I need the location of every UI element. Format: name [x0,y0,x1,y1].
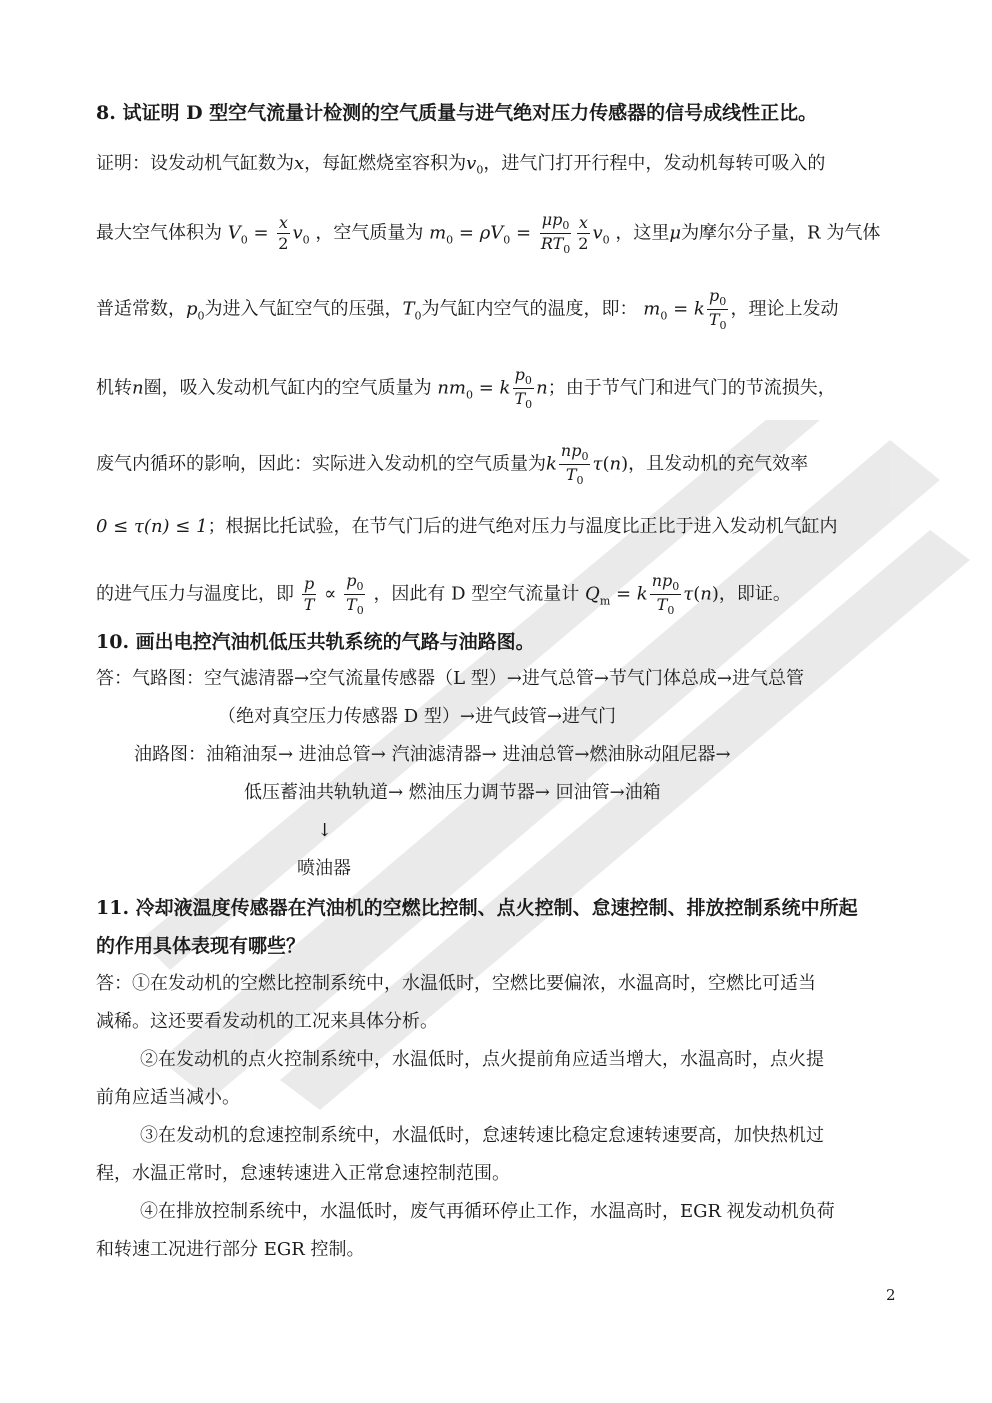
down-arrow: ↓ [317,820,333,841]
q11-answer-1: 答：①在发动机的空燃比控制系统中，水温低时，空燃比要偏浓，水温高时，空燃比可适当 [96,973,816,994]
air-path-line1: 答：气路图：空气滤清器→空气流量传感器（L 型）→进气总管→节气门体总成→进气总管 [96,668,804,689]
q8-para-line4: 机转n圈，吸入发动机气缸内的空气质量为 $nm_0 = k$ $\frac{p_0}{T_0}$ n；由于节气门和进气门的节流损失， [96,365,836,412]
q11-answer-2: ②在发动机的点火控制系统中，水温低时，点火提前角应适当增大，水温高时，点火提 [140,1049,824,1070]
q11-answer-2-cont: 前角应适当减小。 [96,1087,240,1108]
oil-path-injector: 喷油器 [297,858,351,879]
q8-para-line6: 0 ≤ τ(n) ≤ 1；根据比托试验，在节气门后的进气绝对压力与温度比正比于进入发动机气缸内 [96,516,838,537]
page-number: 2 [886,1286,896,1304]
q11-answer-3-cont: 程，水温正常时，怠速转速进入正常怠速控制范围。 [96,1163,510,1184]
q11-answer-4-cont: 和转速工况进行部分 EGR 控制。 [96,1239,365,1260]
q8-para-line5: 废气内循环的影响，因此：实际进入发动机的空气质量为k $\frac{np_0}{T_0}$ τ(n)，且发动机的充气效率 [96,441,809,488]
q11-answer-4: ④在排放控制系统中，水温低时，废气再循环停止工作，水温高时，EGR 视发动机负荷 [140,1201,835,1222]
q11-title-line2: 的作用具体表现有哪些？ [96,935,306,957]
q8-para-line2: 最大空气体积为 $V_0$ = $\frac{x}{2}$ $v_0$ ，空气质量为 $m_0 = \rho V_0$ = $\frac{\mu p_0}{RT_0}$ $\frac{x}{2}$ $v_0$ ，这里μ为摩尔分子量，R 为气体 [96,210,881,257]
q8-para-line1: 证明：设发动机气缸数为x，每缸燃烧室容积为$v_0$，进气门打开行程中，发动机每转可吸入的 [96,153,826,177]
q8-para-line7: 的进气压力与温度比，即 $\frac{p}{T}$ ∝ $\frac{p_0}{T_0}$ ，因此有 D 型空气流量计 $Q_m = k$ $\frac{np_0}{T_0}$ τ(n)，即证。 [96,571,791,618]
air-path-line2: （绝对真空压力传感器 D 型）→进气歧管→进气门 [218,706,617,727]
oil-path-line2: 低压蓄油共轨轨道→ 燃油压力调节器→ 回油管→油箱 [244,782,661,803]
q8-title: 8. 试证明 D 型空气流量计检测的空气质量与进气绝对压力传感器的信号成线性正比。 [96,102,818,124]
q8-para-line3: 普适常数，$p_0$为进入气缸空气的压强，$T_0$为气缸内空气的温度，即： $m_0 = k$ $\frac{p_0}{T_0}$ ，理论上发动 [96,286,839,333]
q11-title-line1: 11. 冷却液温度传感器在汽油机的空燃比控制、点火控制、怠速控制、排放控制系统中所起 [96,897,858,919]
q11-answer-3: ③在发动机的怠速控制系统中，水温低时，怠速转速比稳定怠速转速要高，加快热机过 [140,1125,824,1146]
oil-path-line1: 油路图：油箱油泵→ 进油总管→ 汽油滤清器→ 进油总管→燃油脉动阻尼器→ [134,744,731,765]
q11-answer-1-cont: 减稀。这还要看发动机的工况来具体分析。 [96,1011,438,1032]
q10-title: 10. 画出电控汽油机低压共轨系统的气路与油路图。 [96,631,535,653]
